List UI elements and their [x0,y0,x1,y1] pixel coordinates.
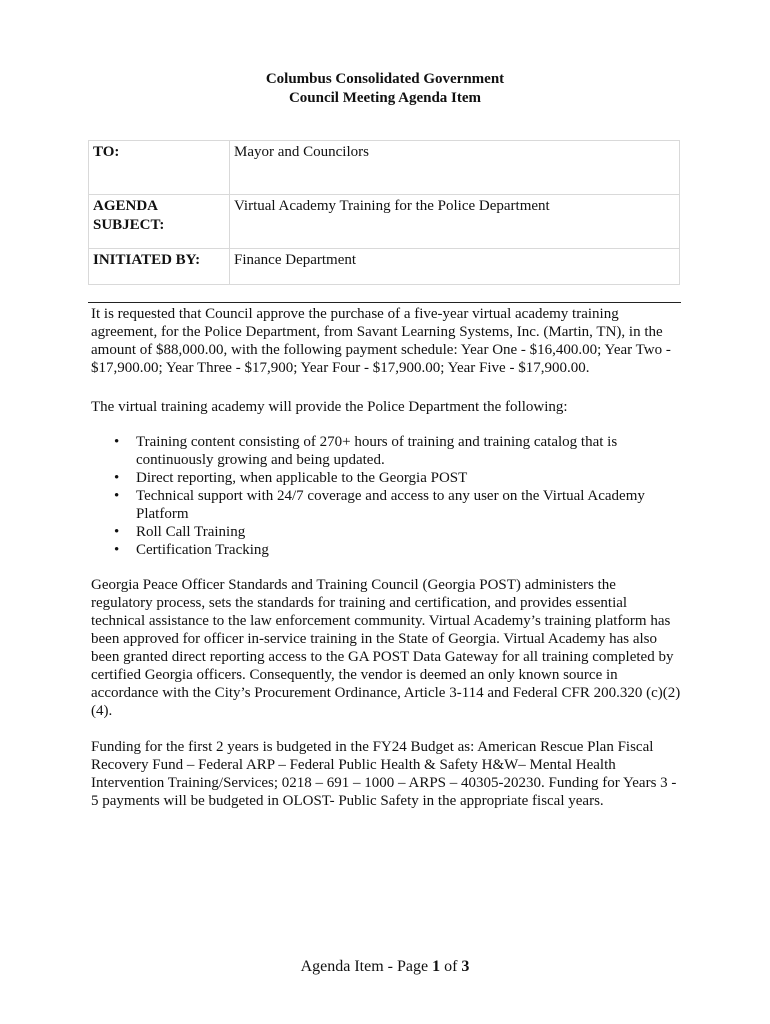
bullet-icon: • [114,470,120,486]
to-value: Mayor and Councilors [230,141,680,195]
funding-paragraph: Funding for the first 2 years is budgeted in the FY24 Budget as: American Rescue Plan Fiscal Recovery Fund – Federal ARP – Federal Public Health & Safety H&W– Mental Health Intervention Training/Services; 0218 – 691 – 1000 – ARPS – 40305-20230. Funding for Years 3 - 5 payments will be budgeted in OLOST- Public Safety in the appropriate fiscal years. [91,739,677,809]
bullet-icon: • [114,524,120,540]
list-item: • Direct reporting, when applicable to the Georgia POST [114,470,468,486]
agenda-meta-table [88,140,680,285]
organization-name: Columbus Consolidated Government [265,71,505,87]
initiated-value: Finance Department [230,249,680,285]
initiated-label: INITIATED BY: [89,249,230,285]
bullet-icon: • [114,542,120,558]
request-paragraph: It is requested that Council approve the purchase of a five-year virtual academy training agreement, for the Police Department, from Savant Learning Systems, Inc. (Martin, TN), in the amount of $88,000.00, with the following payment schedule: Year One - $16,400.00; Year Two - $17,900.00; Year Three - $17,900; Year Four - $17,900.00; Year Five - $17,900.00. [91,306,671,376]
initiated-row [89,249,680,285]
bullet-icon: • [114,488,120,504]
document-header [0,70,770,108]
page-footer [0,958,770,976]
list-item: • Roll Call Training [114,524,246,540]
intro-paragraph: The virtual training academy will provide the Police Department the following: [91,399,568,415]
bullet-icon: • [114,434,120,450]
to-row [89,141,680,195]
section-divider [88,302,681,303]
document-type: Council Meeting Agenda Item [288,90,482,106]
subject-label-line-1: AGENDA [93,198,159,214]
subject-value: Virtual Academy Training for the Police Department [230,195,680,249]
list-item: • Certification Tracking [114,542,269,558]
page-total: 3 [461,958,470,975]
footer-of: of [440,958,462,975]
footer-prefix: Agenda Item - Page [300,958,433,975]
to-label: TO: [89,141,230,195]
subject-label-line-2: SUBJECT: [93,217,165,233]
subject-label [89,195,230,249]
subject-row [89,195,680,249]
list-item: • Technical support with 24/7 coverage and access to any user on the Virtual Academy Platform [114,488,645,522]
features-list [91,433,696,559]
page-number: 1 [432,958,441,975]
list-item: • Training content consisting of 270+ hours of training and training catalog that is continuously growing and being updated. [114,434,618,468]
post-paragraph: Georgia Peace Officer Standards and Training Council (Georgia POST) administers the regulatory process, sets the standards for training and certification, and provides essential technical assistance to the law enforcement community. Virtual Academy’s training platform has been approved for officer in-service training in the State of Georgia. Virtual Academy has also been granted direct reporting access to the GA POST Data Gateway for all training completed by certified Georgia officers. Consequently, the vendor is deemed an only known source in accordance with the City’s Procurement Ordinance, Article 3-114 and Federal CFR 200.320 (c)(2)(4). [91,577,681,719]
